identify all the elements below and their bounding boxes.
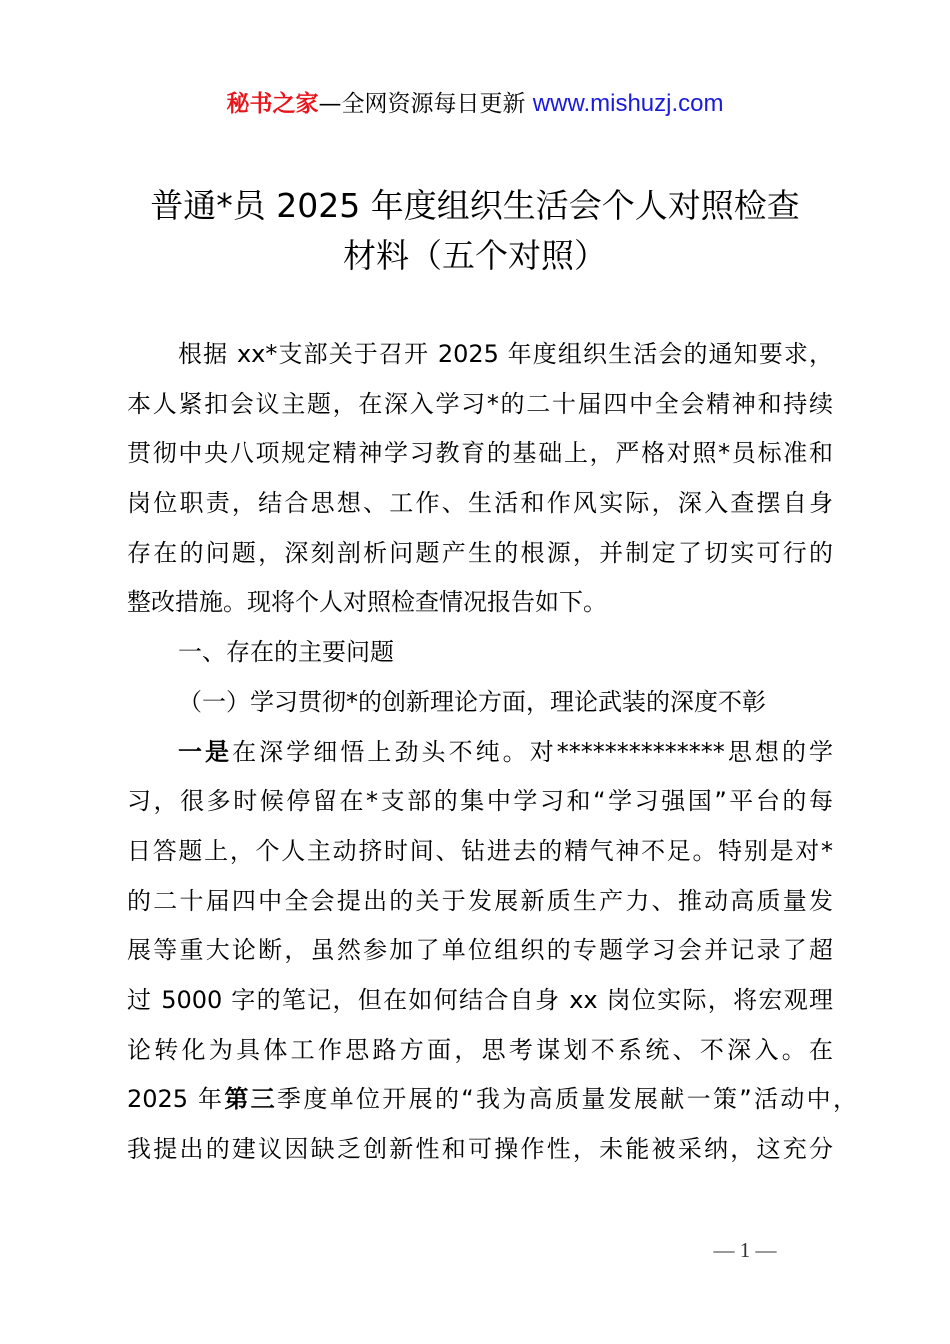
site-header xyxy=(0,88,950,120)
text-line: 展等重大论断，虽然参加了单位组织的专题学习会并记录了超 xyxy=(127,936,833,965)
document-body xyxy=(127,330,857,1175)
text-line xyxy=(127,1075,857,1125)
text-line: 根据 xx*支部关于召开 2025 年度组织生活会的通知要求， xyxy=(178,340,833,368)
text-line: 论转化为具体工作思路方面，思考谋划不系统、不深入。在 xyxy=(127,1035,833,1064)
site-url-link[interactable]: www.mishuzj.com xyxy=(532,90,724,117)
text-line: 贯彻中央八项规定精神学习教育的基础上，严格对照*员标准和 xyxy=(127,439,833,468)
document-title-line2: 材料（五个对照） xyxy=(343,236,607,275)
text-line: 整改措施。现将个人对照检查情况报告如下。 xyxy=(127,588,607,617)
text-line: 日答题上，个人主动挤时间、钻进去的精气神不足。特别是对* xyxy=(127,836,833,865)
text-line: 本人紧扣会议主题，在深入学习*的二十届四中全会精神和持续 xyxy=(127,389,833,418)
bold-segment: 第三 xyxy=(224,1085,278,1114)
text-line: 岗位职责，结合思想、工作、生活和作风实际，深入查摆自身 xyxy=(127,489,833,518)
text-line: 存在的问题，深刻剖析问题产生的根源，并制定了切实可行的 xyxy=(127,538,833,567)
text-line: 的二十届四中全会提出的关于发展新质生产力、推动高质量发 xyxy=(127,886,833,915)
text-line: 过 5000 字的笔记，但在如何结合自身 xx 岗位实际，将宏观理 xyxy=(127,985,833,1014)
text-line: 习，很多时候停留在*支部的集中学习和“学习强国”平台的每 xyxy=(127,787,833,816)
text-segment: 2025 年 xyxy=(127,1085,225,1114)
document-title-line1: 普通*员 2025 年度组织生活会个人对照检查 xyxy=(150,186,800,225)
section-heading: 一、存在的主要问题 xyxy=(178,638,394,667)
text-segment: 季度单位开展的“我为高质量发展献一策”活动中， xyxy=(277,1085,857,1114)
page-number: — 1 — xyxy=(713,1238,777,1262)
bold-lead: 一是 xyxy=(178,737,233,766)
text-line xyxy=(127,728,833,778)
subsection-heading: （一）学习贯彻*的创新理论方面，理论武装的深度不彰 xyxy=(178,687,766,716)
text-line: 我提出的建议因缺乏创新性和可操作性，未能被采纳，这充分 xyxy=(127,1135,833,1163)
brand-name: 秘书之家 xyxy=(226,91,319,117)
header-slogan: —全网资源每日更新 xyxy=(318,91,533,117)
text-segment: 在深学细悟上劲头不纯。对**************思想的学 xyxy=(232,737,834,766)
